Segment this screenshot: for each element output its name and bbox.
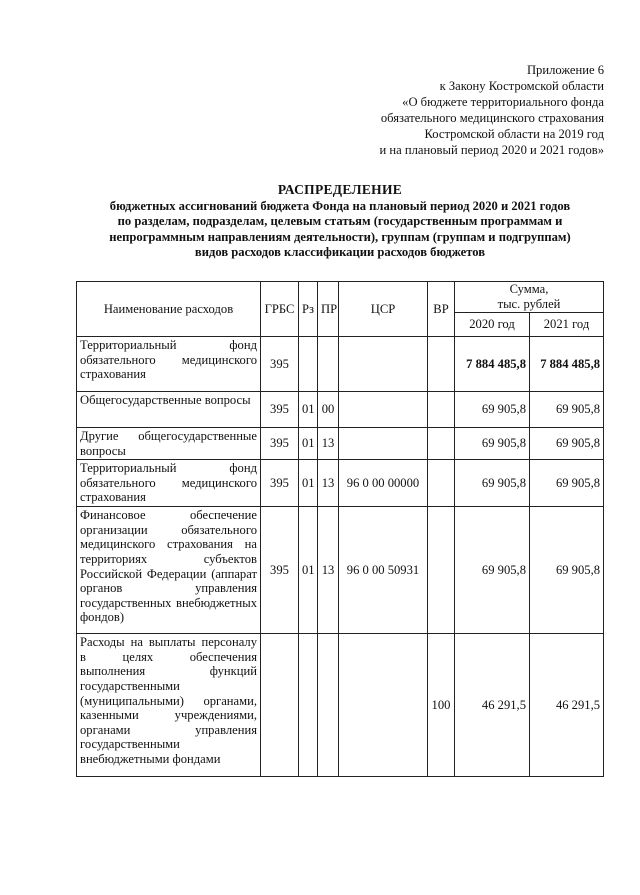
row-sum-2021: 69 905,8 [530, 428, 604, 460]
row-pr [318, 337, 339, 392]
row-pr: 13 [318, 507, 339, 634]
document-heading [60, 182, 620, 261]
row-grbs: 395 [261, 392, 299, 428]
row-vr [428, 337, 455, 392]
row-rz: 01 [299, 460, 318, 507]
row-pr [318, 634, 339, 777]
document-title: РАСПРЕДЕЛЕНИЕ [277, 182, 403, 197]
row-name: Общегосударственные вопросы [77, 392, 261, 428]
row-csr [339, 634, 428, 777]
header-year-2020: 2020 год [455, 313, 530, 337]
header-sum-line1: Сумма, [509, 282, 549, 296]
heading-line: непрограммным направлениям деятельности), группам (группам и подгруппам) [109, 229, 571, 244]
table-row [77, 507, 604, 634]
budget-table [76, 281, 604, 777]
row-rz: 01 [299, 428, 318, 460]
header-grbs: ГРБС [261, 282, 299, 337]
row-sum-2020: 69 905,8 [455, 507, 530, 634]
row-sum-2020: 69 905,8 [455, 392, 530, 428]
row-vr [428, 392, 455, 428]
row-pr: 00 [318, 392, 339, 428]
heading-line: видов расходов классификации расходов бюджетов [194, 245, 486, 259]
row-grbs [261, 634, 299, 777]
header-year-2021: 2021 год [530, 313, 604, 337]
row-sum-2020: 7 884 485,8 [455, 337, 530, 392]
row-vr [428, 507, 455, 634]
row-csr [339, 392, 428, 428]
row-sum-2020: 69 905,8 [455, 428, 530, 460]
row-grbs: 395 [261, 460, 299, 507]
header-rz: Рз [299, 282, 318, 337]
header-sum [455, 282, 604, 313]
row-pr: 13 [318, 428, 339, 460]
row-csr [339, 428, 428, 460]
row-name: Другие общегосударственные вопросы [77, 428, 261, 460]
row-csr: 96 0 00 50931 [339, 507, 428, 634]
row-sum-2021: 7 884 485,8 [530, 337, 604, 392]
row-grbs: 395 [261, 428, 299, 460]
annex-block [304, 62, 604, 158]
row-sum-2021: 69 905,8 [530, 392, 604, 428]
row-name: Территориальный фонд обязательного медицинского страхования [77, 460, 261, 507]
row-vr [428, 428, 455, 460]
annex-line: Приложение 6 [526, 63, 604, 77]
heading-line: бюджетных ассигнований бюджета Фонда на плановый период 2020 и 2021 годов [109, 198, 571, 213]
row-vr [428, 460, 455, 507]
row-name: Расходы на выплаты персоналу в целях обеспечения выполнения функций государственными (муниципальными) органами, казенными учреждениями, органами управления государственными внебюджетными фондами [77, 634, 261, 777]
row-rz [299, 634, 318, 777]
header-sum-line2: тыс. рублей [497, 297, 561, 311]
table-row [77, 337, 604, 392]
row-csr: 96 0 00 00000 [339, 460, 428, 507]
row-grbs: 395 [261, 337, 299, 392]
header-vr: ВР [428, 282, 455, 337]
row-pr: 13 [318, 460, 339, 507]
annex-line: и на плановый период 2020 и 2021 годов» [379, 143, 604, 157]
annex-line: «О бюджете территориального фонда [402, 95, 604, 109]
table-row [77, 634, 604, 777]
row-vr: 100 [428, 634, 455, 777]
row-rz: 01 [299, 507, 318, 634]
row-sum-2021: 69 905,8 [530, 507, 604, 634]
row-sum-2020: 46 291,5 [455, 634, 530, 777]
header-pr: ПР [318, 282, 339, 337]
row-name: Финансовое обеспечение организации обязательного медицинского страхования на территориях субъектов Российской Федерации (аппарат органов управления государственных внебюджетных фондов) [77, 507, 261, 634]
row-sum-2021: 69 905,8 [530, 460, 604, 507]
header-csr: ЦСР [339, 282, 428, 337]
annex-line: Костромской области на 2019 год [424, 127, 604, 141]
table-row [77, 428, 604, 460]
row-sum-2021: 46 291,5 [530, 634, 604, 777]
row-rz: 01 [299, 392, 318, 428]
row-sum-2020: 69 905,8 [455, 460, 530, 507]
heading-line: по разделам, подразделам, целевым статьям (государственным программам и [117, 214, 563, 228]
row-grbs: 395 [261, 507, 299, 634]
row-csr [339, 337, 428, 392]
annex-line: к Закону Костромской области [439, 79, 604, 93]
row-rz [299, 337, 318, 392]
row-name: Территориальный фонд обязательного медицинского страхования [77, 337, 261, 392]
table-row [77, 392, 604, 428]
table-row [77, 460, 604, 507]
header-name: Наименование расходов [77, 282, 261, 337]
annex-line: обязательного медицинского страхования [380, 111, 604, 125]
